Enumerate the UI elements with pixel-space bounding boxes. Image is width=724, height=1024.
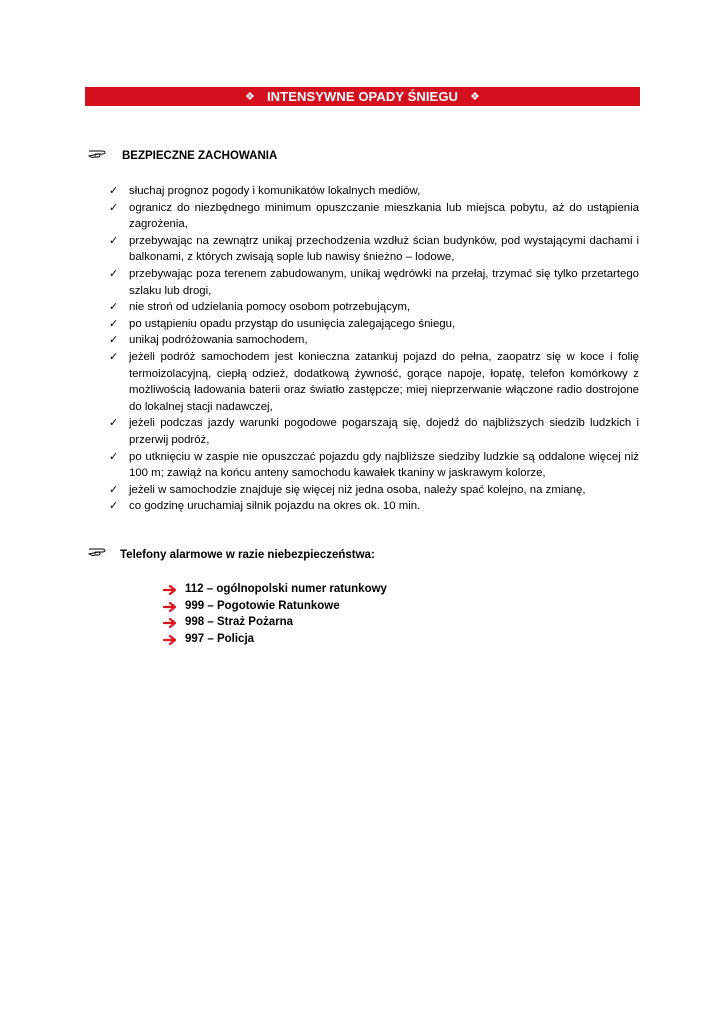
tip-text: przebywając poza terenem zabudowanym, unikaj wędrówki na przełaj, trzymać się tylko przetartego szlaku lub drogi,: [129, 267, 639, 297]
tip-text: po ustąpieniu opadu przystąp do usunięcia zalegającego śniegu,: [129, 317, 456, 330]
checkmark-icon: ✓: [109, 201, 119, 214]
tip-text: jeżeli podróż samochodem jest konieczna zatankuj pojazd do pełna, zaopatrz się w koce i folię termoizolacyjną, ciepłą odzież, dodatkową żywność, gorące napoje, łopatę, telefon komórkowy z możliwością ładowania baterii oraz światło zastępcze; miej nieprzerwanie włączone radio dostrojone do lokalnej stacji nadawczej,: [129, 350, 639, 413]
tip-item: [109, 482, 639, 499]
tip-item: [109, 266, 639, 299]
tip-item: [109, 183, 639, 200]
phone-item: [163, 581, 387, 598]
diamond-icon: ❖: [244, 91, 255, 103]
phone-text: 998 – Straż Pożarna: [185, 616, 294, 629]
tip-text: co godzinę uruchamiaj silnik pojazdu na okres ok. 10 min.: [129, 500, 421, 513]
tip-text: nie stroń od udzielania pomocy osobom potrzebującym,: [129, 301, 411, 314]
checkmark-icon: ✓: [109, 234, 119, 247]
checkmark-icon: ✓: [109, 267, 119, 280]
tip-item: [109, 200, 639, 233]
tip-text: jeżeli w samochodzie znajduje się więcej niż jedna osoba, należy spać kolejno, na zmianę,: [129, 483, 586, 496]
phone-text: 112 – ogólnopolski numer ratunkowy: [185, 583, 387, 595]
checkmark-icon: ✓: [109, 417, 119, 430]
tip-item: [109, 332, 639, 349]
tip-text: słuchaj prognoz pogody i komunikatów lokalnych mediów,: [129, 185, 421, 197]
phone-item: [163, 614, 387, 631]
section-heading-text: Telefony alarmowe w razie niebezpieczeństwa:: [120, 549, 375, 561]
arrow-right-icon: [163, 601, 177, 611]
tip-item: [109, 349, 639, 415]
section-heading-text: BEZPIECZNE ZACHOWANIA: [122, 150, 278, 162]
title-banner: [85, 87, 640, 106]
checkmark-icon: ✓: [109, 334, 119, 347]
checkmark-icon: ✓: [109, 301, 119, 314]
document-title: INTENSYWNE OPADY ŚNIEGU: [266, 89, 459, 104]
tips-list: [109, 183, 639, 515]
arrow-right-icon: [163, 634, 177, 644]
phone-text: 997 – Policja: [185, 632, 255, 645]
checkmark-icon: ✓: [109, 450, 119, 463]
checkmark-icon: ✓: [109, 500, 119, 513]
phones-section-heading: [88, 544, 375, 561]
tip-item: [109, 449, 639, 482]
phone-item: [163, 598, 387, 615]
checkmark-icon: ✓: [109, 483, 119, 496]
checkmark-icon: ✓: [109, 317, 119, 330]
tip-item: [109, 415, 639, 448]
pointing-hand-icon: [88, 544, 110, 558]
tip-item: [109, 316, 639, 333]
phone-item: [163, 631, 387, 648]
tip-text: ogranicz do niezbędnego minimum opuszczanie mieszkania lub miejsca pobytu, aż do ustąpienia zagrożenia,: [129, 201, 639, 231]
checkmark-icon: ✓: [109, 350, 119, 363]
phone-text: 999 – Pogotowie Ratunkowe: [185, 599, 340, 612]
checkmark-icon: ✓: [109, 185, 119, 197]
tip-text: po utknięciu w zaspie nie opuszczać pojazdu gdy najbliższe siedziby ludzkie są oddalone więcej niż 100 m; zawiąż na końcu anteny samochodu kawałek tkaniny w jaskrawym kolorze,: [129, 450, 639, 480]
safety-section-heading: [88, 146, 277, 162]
tip-item: [109, 498, 639, 515]
pointing-hand-icon: [88, 146, 110, 160]
arrow-right-icon: [163, 584, 177, 594]
tip-text: przebywając na zewnątrz unikaj przechodzenia wzdłuż ścian budynków, pod wystającymi dachami i balkonami, z których zwisają sople lub nawisy śnieżno – lodowe,: [129, 234, 639, 264]
phone-list: [163, 581, 387, 647]
tip-text: unikaj podróżowania samochodem,: [129, 334, 308, 347]
tip-text: jeżeli podczas jazdy warunki pogodowe pogarszają się, dojedź do najbliższych siedzib ludzkich i przerwij podróż,: [129, 417, 639, 446]
tip-item: [109, 299, 639, 316]
arrow-right-icon: [163, 617, 177, 627]
tip-item: [109, 233, 639, 266]
diamond-icon: ❖: [470, 91, 480, 103]
